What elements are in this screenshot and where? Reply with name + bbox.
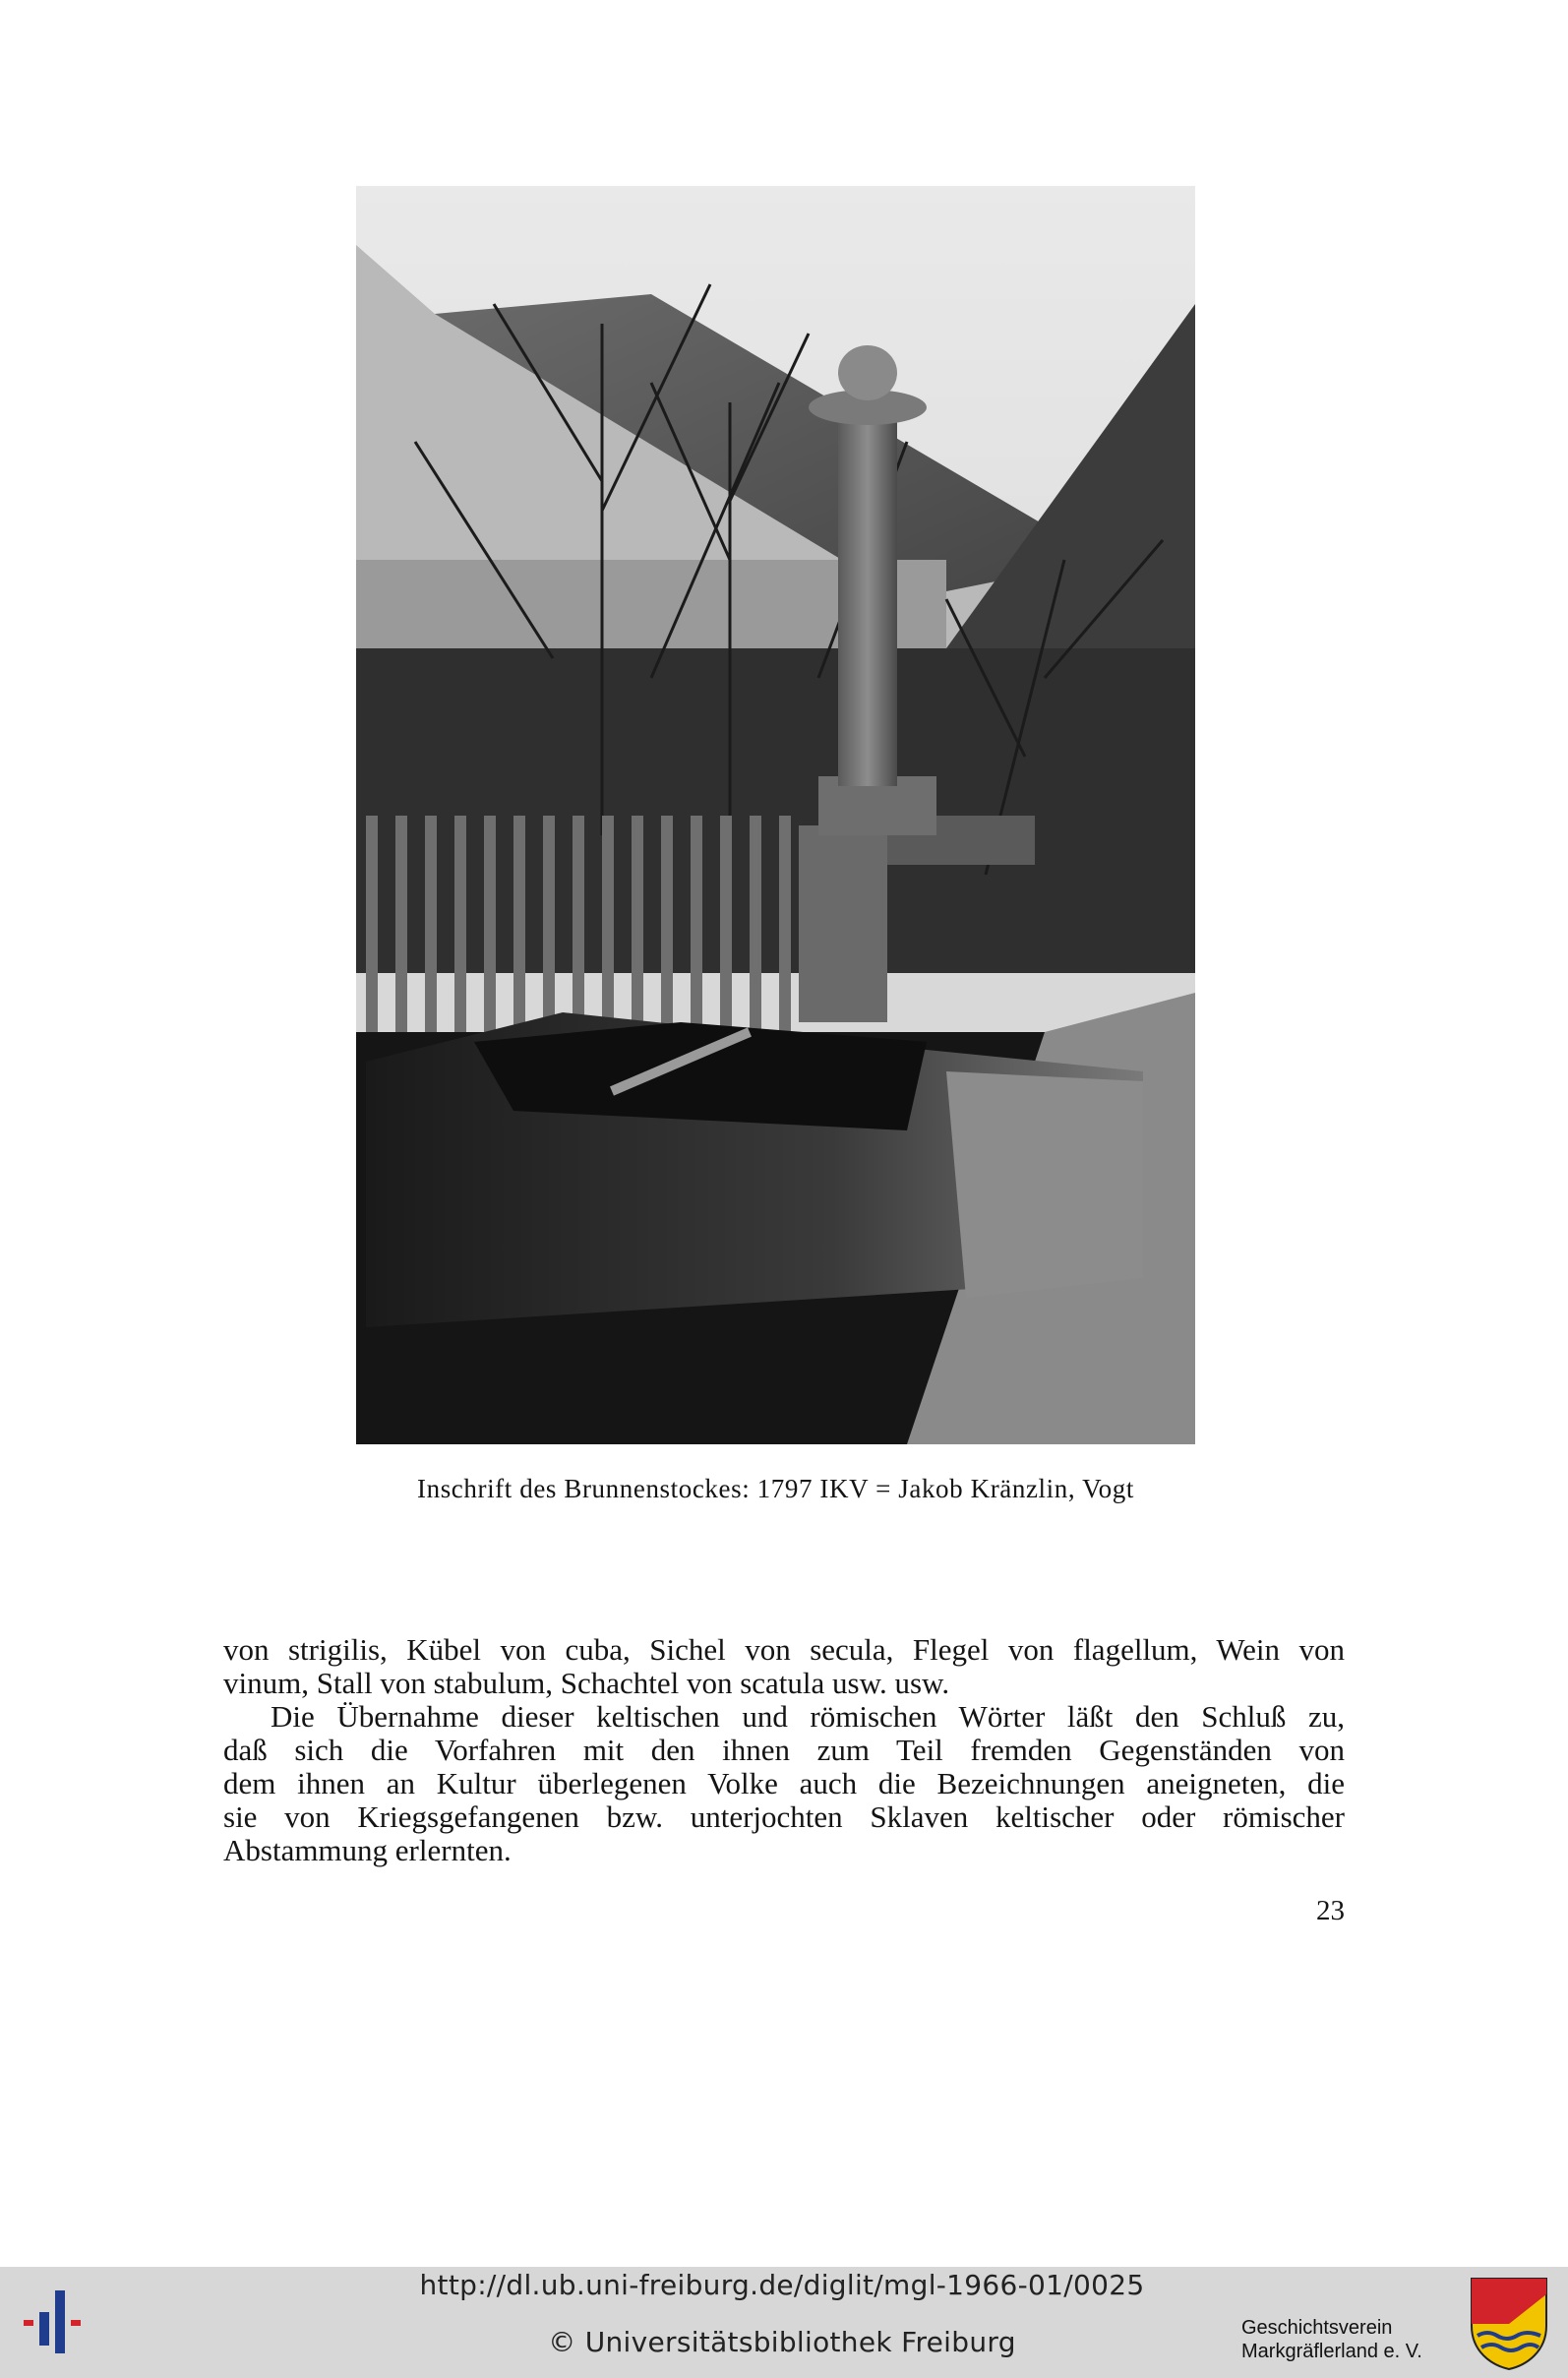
text-line: daß sich die Vorfahren mit den ihnen zum Teil fremden Gegenständen von [223, 1733, 1345, 1767]
coat-of-arms-icon [1468, 2275, 1550, 2371]
text-line: Die Übernahme dieser keltischen und römischen Wörter läßt den Schluß zu, [271, 1699, 1345, 1734]
page-number: 23 [1316, 1895, 1345, 1926]
text-line: vinum, Stall von stabulum, Schachtel von scatula usw. usw. [223, 1666, 950, 1700]
society-name-line: Geschichtsverein [1241, 2317, 1393, 2339]
text-line: Abstammung erlernten. [223, 1833, 512, 1867]
fountain-photo-illustration [356, 186, 1195, 1444]
text-line: dem ihnen an Kultur überlegenen Volke auch die Bezeichnungen aneigneten, die [223, 1766, 1345, 1800]
body-text [223, 1633, 1345, 1867]
society-name-line: Markgräflerland e. V. [1241, 2341, 1422, 2362]
society-name [1241, 2316, 1478, 2363]
fountain-photograph [356, 186, 1195, 1444]
copyright-notice: © Universitätsbibliothek Freiburg [548, 2326, 1016, 2358]
paragraph-2 [223, 1700, 1345, 1867]
text-line: sie von Kriegsgefangenen bzw. unterjochten Sklaven keltischer oder römischer [223, 1799, 1345, 1834]
permalink-url[interactable]: http://dl.ub.uni-freiburg.de/diglit/mgl-1966-01/0025 [419, 2269, 1145, 2301]
digital-library-footer [0, 2267, 1568, 2378]
photo-caption: Inschrift des Brunnenstockes: 1797 IKV = Jakob Kränzlin, Vogt [417, 1474, 1134, 1503]
paragraph-1 [223, 1633, 1345, 1700]
university-library-logo-icon [22, 2283, 100, 2361]
text-line: von strigilis, Kübel von cuba, Sichel von secula, Flegel von flagellum, Wein von [223, 1632, 1345, 1667]
